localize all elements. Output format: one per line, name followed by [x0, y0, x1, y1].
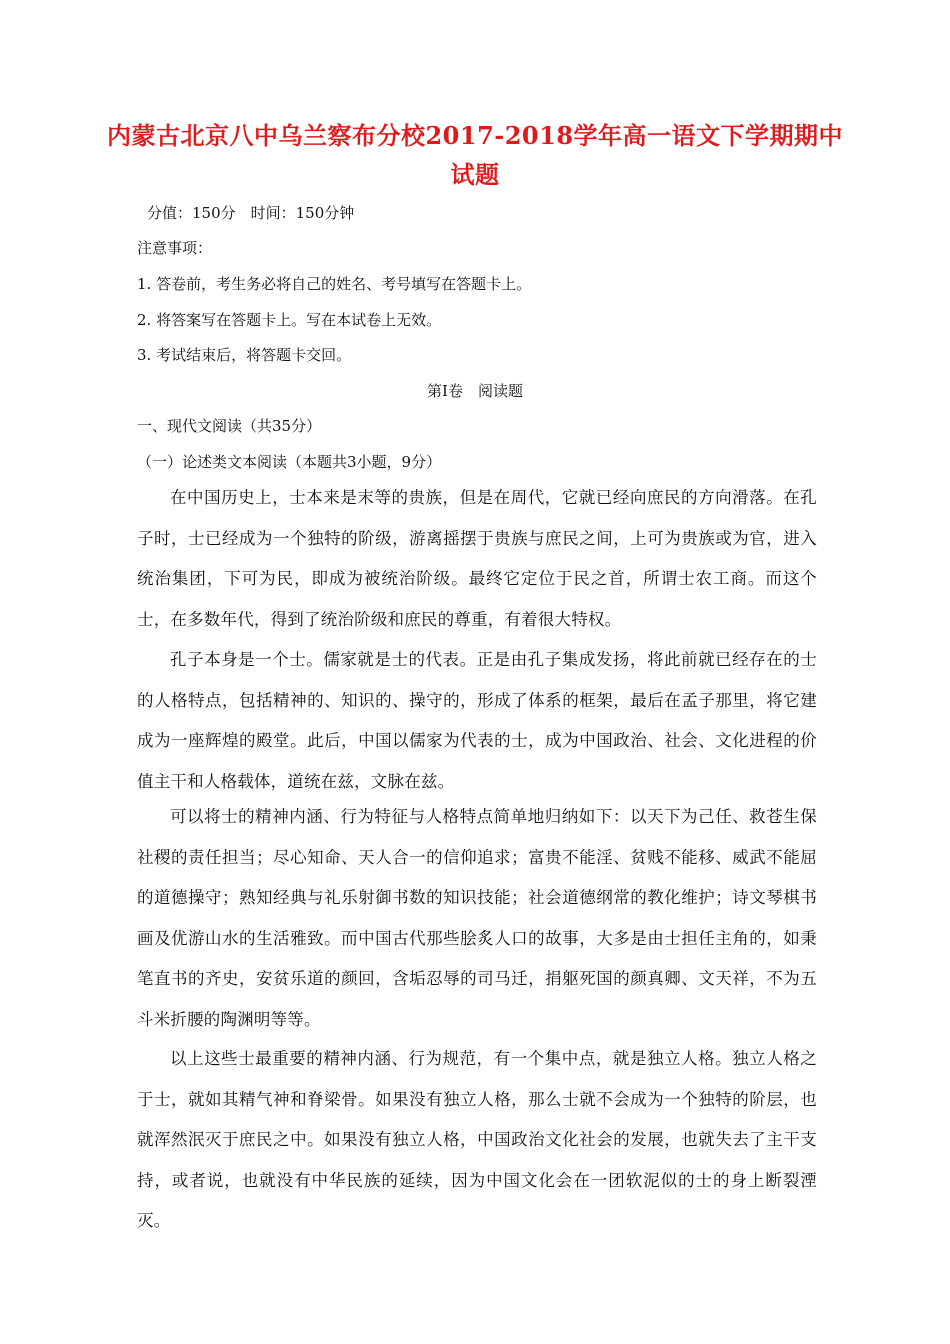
- reading-paragraph: 以上这些士最重要的精神内涵、行为规范，有一个集中点，就是独立人格。独立人格之于士，就如其精气神和脊梁骨。如果没有独立人格，那么士就不会成为一个独特的阶层，也就浑然泯灭于庶民之中。如果没有独立人格，中国政治文化社会的发展，也就失去了主干支持，或者说，也就没有中华民族的延续，因为中国文化会在一团软泥似的士的身上断裂湮灭。: [137, 1049, 817, 1231]
- section-title: 第Ⅰ卷 阅读题: [427, 382, 523, 400]
- note-item: 1. 答卷前，考生务必将自己的姓名、考号填写在答题卡上。: [137, 275, 532, 293]
- exam-title-line2: 试题: [450, 160, 500, 189]
- part-heading: 一、现代文阅读（共35分）: [137, 417, 322, 435]
- notes-heading: 注意事项：: [137, 239, 213, 257]
- reading-paragraph: 可以将士的精神内涵、行为特征与人格特点简单地归纳如下：以天下为己任、救苍生保社稷的责任担当；尽心知命、天人合一的信仰追求；富贵不能淫、贫贱不能移、威武不能屈的道德操守；熟知经典与礼乐射御书数的知识技能；社会道德纲常的教化维护；诗文琴棋书画及优游山水的生活雅致。而中国古代那些脍炙人口的故事，大多是由士担任主角的，如秉笔直书的齐史，安贫乐道的颜回，含垢忍辱的司马迁，捐躯死国的颜真卿、文天祥，不为五斗米折腰的陶渊明等等。: [137, 807, 817, 1029]
- reading-paragraph: 在中国历史上，士本来是末等的贵族，但是在周代，它就已经向庶民的方向滑落。在孔子时，士已经成为一个独特的阶级，游离摇摆于贵族与庶民之间，上可为贵族或为官，进入统治集团，下可为民，即成为被统治阶级。最终它定位于民之首，所谓士农工商。而这个士，在多数年代，得到了统治阶级和庶民的尊重，有着很大特权。: [137, 488, 817, 629]
- score-time-info: 分值：150分 时间：150分钟: [147, 204, 355, 222]
- note-item: 3. 考试结束后，将答题卡交回。: [137, 346, 352, 364]
- note-item: 2. 将答案写在答题卡上。写在本试卷上无效。: [137, 311, 442, 329]
- reading-paragraph: 孔子本身是一个士。儒家就是士的代表。正是由孔子集成发扬，将此前就已经存在的士的人格特点，包括精神的、知识的、操守的，形成了体系的框架，最后在孟子那里，将它建成为一座辉煌的殿堂。此后，中国以儒家为代表的士，成为中国政治、社会、文化进程的价值主干和人格载体，道统在兹，文脉在兹。: [137, 650, 817, 791]
- sub-heading: （一）论述类文本阅读（本题共3小题，9分）: [137, 453, 442, 471]
- exam-title-line1: 内蒙古北京八中乌兰察布分校2017-2018学年高一语文下学期期中: [106, 121, 844, 150]
